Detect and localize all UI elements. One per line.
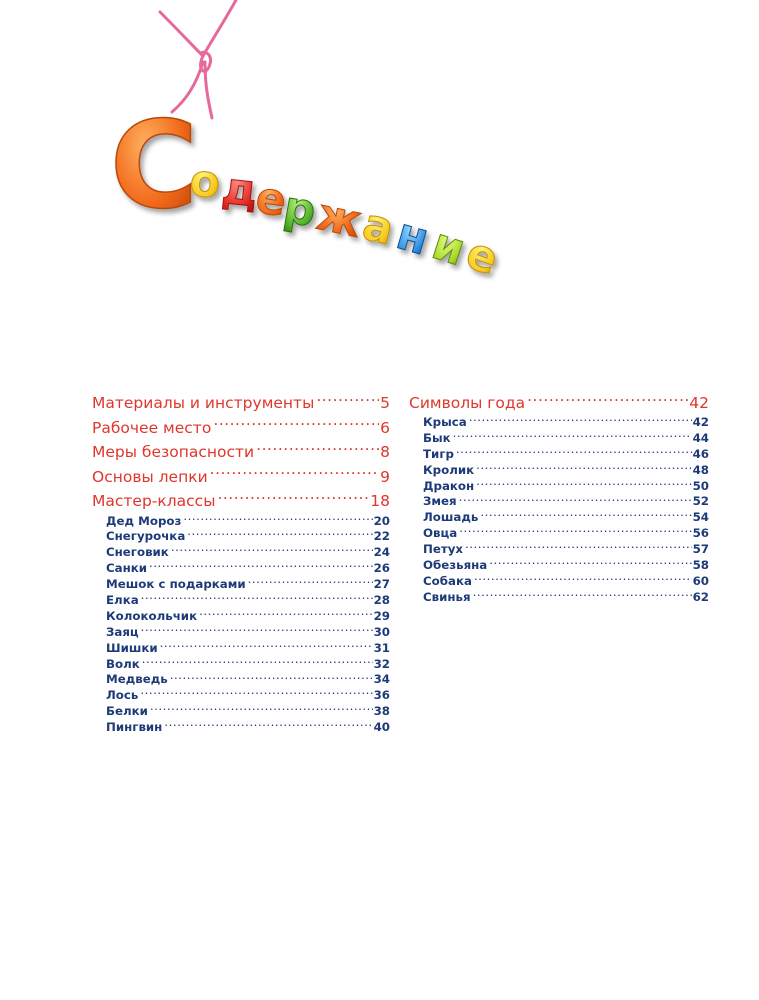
toc-page-number: 26 <box>373 561 390 576</box>
toc-leader <box>459 494 692 505</box>
toc-page-number: 28 <box>373 592 390 607</box>
toc-label: Елка <box>106 592 139 607</box>
toc-item <box>92 625 390 641</box>
toc-page-number: 27 <box>373 577 390 592</box>
toc-item <box>92 545 390 561</box>
toc-leader <box>527 394 688 408</box>
toc-leader <box>456 447 692 458</box>
toc-page-number: 57 <box>692 542 709 557</box>
toc-item <box>409 510 709 526</box>
toc-page-number: 9 <box>380 467 390 486</box>
toc-label: Снеговик <box>106 545 169 560</box>
toc-item <box>409 415 709 431</box>
toc-leader <box>489 558 691 569</box>
toc-item <box>92 720 390 736</box>
toc-item <box>92 657 390 673</box>
toc-page-number: 58 <box>692 558 709 573</box>
svg-text:ж: ж <box>312 188 366 248</box>
toc-leader <box>171 545 373 556</box>
toc-item <box>92 529 390 545</box>
toc-label: Шишки <box>106 640 158 655</box>
toc-label: Свинья <box>423 589 471 604</box>
toc-item <box>92 514 390 530</box>
toc-section <box>92 489 390 514</box>
toc-page-number: 40 <box>373 720 390 735</box>
toc-item <box>92 593 390 609</box>
toc-leader <box>217 492 369 506</box>
toc-leader <box>187 529 372 540</box>
toc-page-number: 50 <box>692 478 709 493</box>
toc-leader <box>256 443 379 457</box>
toc-item <box>409 431 709 447</box>
toc-page-number: 54 <box>692 510 709 525</box>
toc-leader <box>164 720 372 731</box>
toc-leader <box>140 688 372 699</box>
toc-page-number: 38 <box>373 704 390 719</box>
toc-leader <box>210 468 379 482</box>
toc-label: Белки <box>106 704 148 719</box>
toc-label: Лось <box>106 688 139 703</box>
toc-label: Мешок с подарками <box>106 577 246 592</box>
toc-leader <box>316 394 379 408</box>
toc-leader <box>141 625 373 636</box>
toc-label: Снегурочка <box>106 529 186 544</box>
toc-leader <box>248 577 373 588</box>
toc-item <box>409 574 709 590</box>
toc-page-number: 24 <box>373 545 390 560</box>
toc-leader <box>469 415 692 426</box>
toc-label: Змея <box>423 494 457 509</box>
svg-text:о: о <box>188 155 222 209</box>
toc-item <box>409 558 709 574</box>
toc-page-number: 48 <box>692 462 709 477</box>
toc-leader <box>213 419 379 433</box>
toc-page-number: 29 <box>373 608 390 623</box>
toc-label: Дракон <box>423 478 475 493</box>
toc-label: Дед Мороз <box>106 513 182 528</box>
toc-page-number: 18 <box>370 492 390 510</box>
toc-item <box>409 463 709 479</box>
toc-page-number: 34 <box>373 672 390 687</box>
toc-page-number: 46 <box>692 446 709 461</box>
toc-page-number: 30 <box>373 624 390 639</box>
toc-left-column <box>92 391 390 736</box>
toc-label: Колокольчик <box>106 608 198 623</box>
toc-item <box>409 542 709 558</box>
toc-page-number: 44 <box>692 430 709 445</box>
toc-leader <box>160 641 373 652</box>
toc-label: Крыса <box>423 415 467 429</box>
toc-label: Собака <box>423 573 472 588</box>
toc-item <box>92 672 390 688</box>
toc-page-number: 8 <box>380 443 390 461</box>
title-artwork <box>0 0 759 300</box>
toc-label: Кролик <box>423 462 475 477</box>
toc-item <box>409 494 709 510</box>
toc-item <box>92 688 390 704</box>
toc-page-number: 31 <box>373 640 390 655</box>
toc-page-number: 6 <box>380 418 390 437</box>
toc-leader <box>476 463 691 474</box>
toc-item <box>92 561 390 577</box>
toc-leader <box>183 514 372 525</box>
toc-page-number: 62 <box>692 589 709 604</box>
toc-label: Овца <box>423 526 458 541</box>
toc-label: Заяц <box>106 624 139 639</box>
toc-leader <box>150 704 373 715</box>
toc-leader <box>453 431 692 442</box>
svg-text:д: д <box>219 162 261 218</box>
toc-label: Лошадь <box>423 510 479 525</box>
toc-page-number: 56 <box>692 526 709 541</box>
toc-label: Пингвин <box>106 720 163 735</box>
toc-leader <box>465 542 692 553</box>
toc-section <box>92 416 390 441</box>
toc-item <box>92 641 390 657</box>
toc-leader <box>149 561 373 572</box>
svg-text:н: н <box>390 208 435 266</box>
svg-text:е: е <box>252 172 290 227</box>
toc-label: Тигр <box>423 446 454 461</box>
toc-page-number: 52 <box>692 494 709 509</box>
toc-leader <box>141 593 373 604</box>
toc-label: Материалы и инструменты <box>92 394 315 412</box>
toc-section <box>92 465 390 490</box>
toc-page-number: 32 <box>373 656 390 671</box>
toc-item <box>409 479 709 495</box>
title-word-rest <box>188 155 505 285</box>
toc-label: Санки <box>106 561 148 576</box>
toc-label: Бык <box>423 430 451 445</box>
svg-text:е: е <box>459 227 505 286</box>
toc-leader <box>480 510 691 521</box>
toc-leader <box>199 609 373 620</box>
toc-right-column <box>409 391 709 606</box>
toc-section <box>92 391 390 416</box>
toc-label: Мастер-классы <box>92 492 216 510</box>
toc-label: Медведь <box>106 672 168 687</box>
toc-leader <box>473 590 692 601</box>
toc-leader <box>459 526 691 537</box>
toc-section <box>92 440 390 465</box>
toc-leader <box>170 672 373 683</box>
toc-page-number: 5 <box>380 394 390 412</box>
toc-label: Основы лепки <box>92 467 208 486</box>
toc-leader <box>476 479 691 490</box>
toc-section <box>409 391 709 415</box>
toc-leader <box>142 657 373 668</box>
toc-item <box>409 447 709 463</box>
toc-label: Петух <box>423 542 464 557</box>
toc-page-number: 22 <box>373 529 390 544</box>
toc-label: Символы года <box>409 394 526 412</box>
toc-item <box>92 577 390 593</box>
toc-item <box>409 526 709 542</box>
toc-item <box>92 609 390 625</box>
svg-text:а: а <box>357 198 399 256</box>
toc-page-number: 42 <box>689 394 709 412</box>
toc-label: Рабочее место <box>92 418 212 437</box>
toc-item <box>409 590 709 606</box>
toc-item <box>92 704 390 720</box>
toc-page-number: 20 <box>373 513 390 528</box>
svg-text:и: и <box>426 218 472 277</box>
svg-text:р: р <box>279 181 320 238</box>
svg-text:С: С <box>110 97 199 236</box>
toc-leader <box>474 574 692 585</box>
toc-label: Меры безопасности <box>92 443 255 461</box>
toc-page-number: 42 <box>692 415 709 429</box>
toc-label: Обезьяна <box>423 558 488 573</box>
toc-label: Волк <box>106 656 140 671</box>
toc-page-number: 60 <box>692 573 709 588</box>
title-letter-big-c <box>110 97 198 236</box>
toc-page-number: 36 <box>373 688 390 703</box>
